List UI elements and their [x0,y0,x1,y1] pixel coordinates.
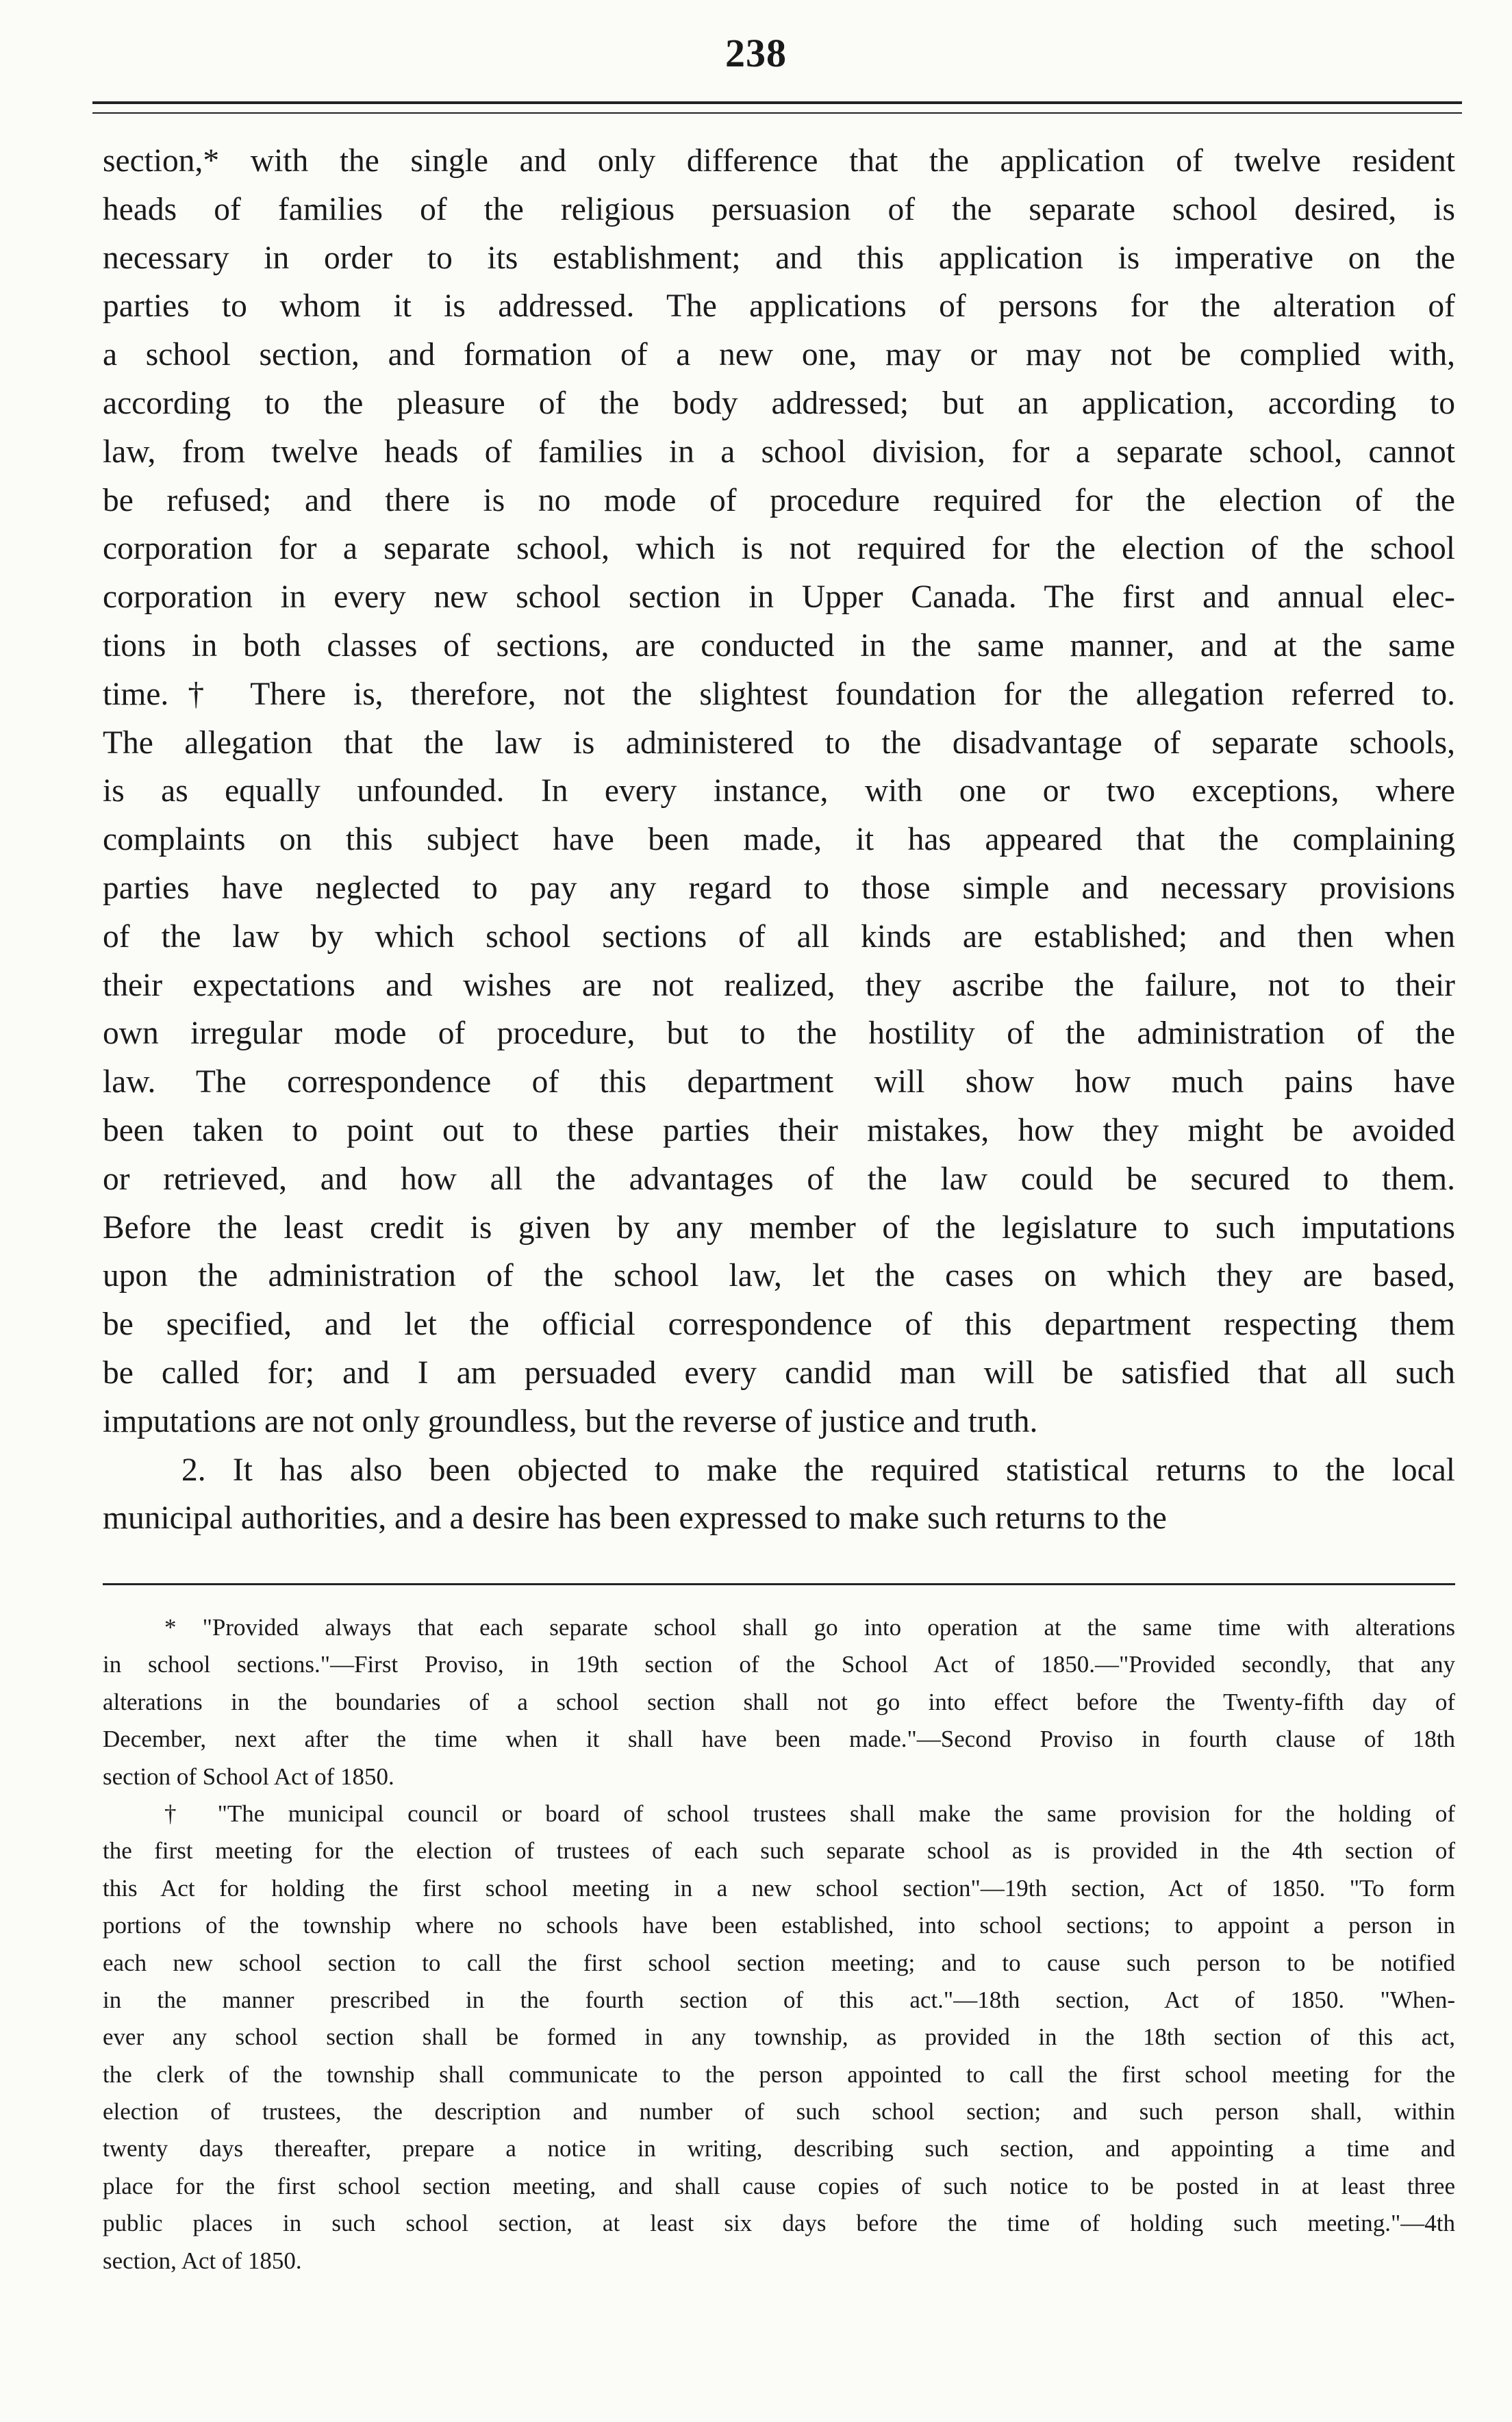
footnote-line: portions of the township where no schools have been established, into school sections; to appoint a person in [103,1912,1455,1939]
footnote-line: in school sections."—First Proviso, in 19th section of the School Act of 1850.—"Provided secondly, that any [103,1651,1455,1678]
text-line: according to the pleasure of the body addressed; but an application, according to [103,385,1455,421]
main-text [103,137,1455,1543]
footnote-line: alterations in the boundaries of a school section shall not go into effect before the Twenty-fifth day of [103,1688,1455,1715]
text-line: section,* with the single and only difference that the application of twelve resident [103,143,1455,179]
text-line: is as equally unfounded. In every instance, with one or two exceptions, where [103,773,1455,809]
text-line: parties to whom it is addressed. The applications of persons for the alteration of [103,288,1455,325]
text-line: time.† There is, therefore, not the slightest foundation for the allegation referred to. [103,676,1455,712]
text-line: be refused; and there is no mode of procedure required for the election of the [103,482,1455,518]
footnote-line: public places in such school section, at least six days before the time of holding such meeting."—4th [103,2210,1455,2237]
footnote-line: † "The municipal council or board of school trustees shall make the same provision for the holding of [164,1800,1455,1827]
text-line: be called for; and I am persuaded every candid man will be satisfied that all such [103,1354,1455,1391]
text-line: of the law by which school sections of all kinds are established; and then when [103,918,1455,955]
footnote-line: December, next after the time when it shall have been made."—Second Proviso in fourth clause of 18th [103,1726,1455,1753]
footnote-dagger [103,1795,1455,2280]
text-line: law. The correspondence of this department will show how much pains have [103,1064,1455,1100]
footnote-star [103,1609,1455,1795]
footnote-rule [103,1583,1455,1585]
footnote-line: in the manner prescribed in the fourth section of this act."—18th section, Act of 1850. "When- [103,1986,1455,2013]
paragraph-separate-schools [103,137,1455,1446]
text-line: complaints on this subject have been made, it has appeared that the complaining [103,822,1455,858]
text-line: upon the administration of the school law, let the cases on which they are based, [103,1258,1455,1294]
text-line: municipal authorities, and a desire has been expressed to make such returns to the [103,1500,1167,1537]
footnote-line: the clerk of the township shall communicate to the person appointed to call the first school meeting for the [103,2060,1455,2088]
footnote-line: section of School Act of 1850. [103,1763,394,1790]
text-line: their expectations and wishes are not realized, they ascribe the failure, not to their [103,967,1455,1003]
footnote-line: * "Provided always that each separate school shall go into operation at the same time with alterations [164,1614,1455,1641]
page-number: 238 [725,31,787,75]
footnote-line: this Act for holding the first school meeting in a new school section"—19th section, Act of 1850. "To form [103,1874,1455,1902]
text-line: imputations are not only groundless, but the reverse of justice and truth. [103,1403,1038,1439]
text-line: necessary in order to its establishment; and this application is imperative on the [103,240,1455,276]
footnote-line: ever any school section shall be formed in any township, as provided in the 18th section of this act, [103,2023,1455,2051]
text-line: corporation for a separate school, which is not required for the election of the school [103,531,1455,567]
footnotes [103,1609,1455,2280]
text-line: tions in both classes of sections, are conducted in the same manner, and at the same [103,627,1455,664]
text-line: or retrieved, and how all the advantages of the law could be secured to them. [103,1161,1455,1197]
text-line: law, from twelve heads of families in a school division, for a separate school, cannot [103,433,1455,470]
text-line: 2. It has also been objected to make the required statistical returns to the local [181,1452,1455,1488]
text-line: own irregular mode of procedure, but to the hostility of the administration of the [103,1016,1455,1052]
footnote-line: twenty days thereafter, prepare a notice in writing, describing such section, and appointing a time and [103,2135,1455,2162]
footnote-line: place for the first school section meeting, and shall cause copies of such notice to be posted in at least three [103,2172,1455,2199]
text-line: Before the least credit is given by any member of the legislature to such imputations [103,1209,1455,1246]
paragraph-statistical-returns [103,1446,1455,1543]
text-line: been taken to point out to these parties their mistakes, how they might be avoided [103,1112,1455,1148]
text-line: be specified, and let the official correspondence of this department respecting them [103,1307,1455,1343]
text-line: a school section, and formation of a new one, may or may not be complied with, [103,337,1455,373]
text-line: heads of families of the religious persuasion of the separate school desired, is [103,191,1455,227]
footnote-line: each new school section to call the first school section meeting; and to cause such person to be notified [103,1949,1455,1976]
header-rule [92,101,1462,114]
footnote-line: section, Act of 1850. [103,2247,302,2274]
footnote-line: the first meeting for the election of trustees of each such separate school as is provided in the 4th section of [103,1837,1455,1865]
text-line: corporation in every new school section in Upper Canada. The first and annual elec- [103,579,1455,616]
text-line: The allegation that the law is administered to the disadvantage of separate schools, [103,724,1455,761]
text-line: parties have neglected to pay any regard to those simple and necessary provisions [103,870,1455,906]
footnote-line: election of trustees, the description and number of such school section; and such person shall, within [103,2098,1455,2125]
